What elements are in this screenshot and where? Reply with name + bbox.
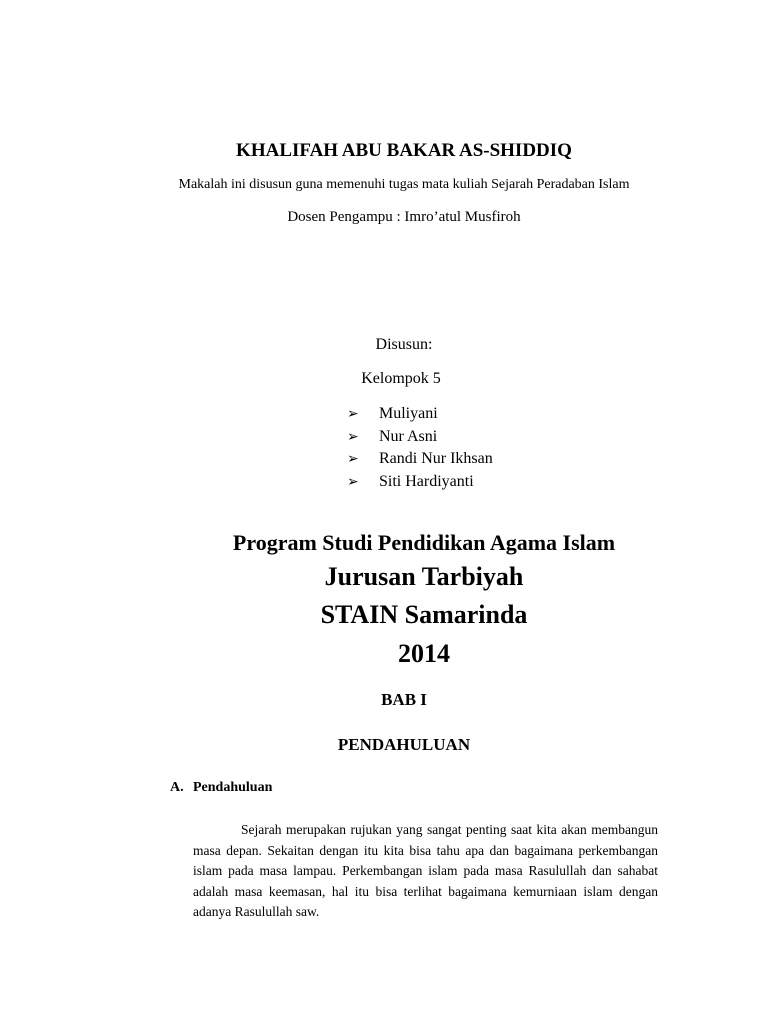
member-name: Siti Hardiyanti bbox=[379, 472, 474, 490]
department-name: Jurusan Tarbiyah bbox=[324, 562, 524, 591]
section-letter: A. bbox=[170, 780, 184, 795]
year: 2014 bbox=[398, 639, 450, 668]
arrow-bullet-icon: ➢ bbox=[347, 473, 359, 490]
member-name: Nur Asni bbox=[379, 427, 438, 445]
section-heading-text: Pendahuluan bbox=[193, 780, 273, 795]
compiled-by-label: Disusun: bbox=[375, 336, 433, 353]
member-name: Muliyani bbox=[379, 405, 438, 423]
chapter-number: BAB I bbox=[381, 690, 427, 709]
document-purpose: Makalah ini disusun guna memenuhi tugas mata kuliah Sejarah Peradaban Islam bbox=[178, 177, 630, 192]
document-title: KHALIFAH ABU BAKAR AS-SHIDDIQ bbox=[236, 140, 572, 161]
program-name: Program Studi Pendidikan Agama Islam bbox=[232, 530, 616, 555]
member-list bbox=[347, 403, 493, 493]
member-name: Randi Nur Ikhsan bbox=[379, 450, 493, 468]
member-item bbox=[347, 471, 493, 494]
member-item bbox=[347, 448, 493, 471]
group-label: Kelompok 5 bbox=[361, 370, 441, 387]
institution-name: STAIN Samarinda bbox=[320, 600, 528, 629]
lecturer-line: Dosen Pengampu : Imro’atul Musfiroh bbox=[287, 209, 521, 225]
section-heading bbox=[170, 780, 272, 796]
member-item bbox=[347, 426, 493, 449]
arrow-bullet-icon: ➢ bbox=[347, 406, 359, 423]
member-item bbox=[347, 403, 493, 426]
section-paragraph: Sejarah merupakan rujukan yang sangat penting saat kita akan membangun masa depan. Sekaitan dengan itu kita bisa tahu apa dan bagaimana perkembangan islam pada masa lampau. Perkembangan islam pada masa Rasulullah dan sahabat adalah masa keemasan, hal itu bisa terlihat bagaimana kemurniaan islam dengan adanya Rasulullah saw. bbox=[193, 822, 658, 919]
arrow-bullet-icon: ➢ bbox=[347, 428, 359, 445]
chapter-title: PENDAHULUAN bbox=[337, 735, 471, 754]
arrow-bullet-icon: ➢ bbox=[347, 451, 359, 468]
